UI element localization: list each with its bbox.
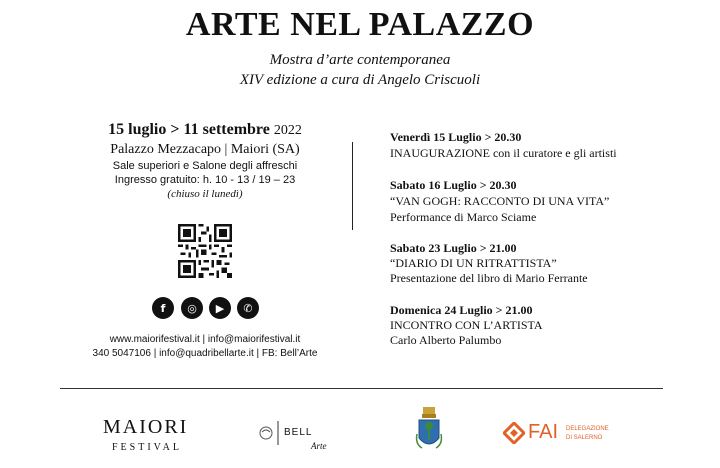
fai-logo-icon <box>503 422 525 444</box>
qr-code[interactable] <box>178 224 232 278</box>
rooms: Sale superiori e Salone degli affreschi <box>112 160 298 172</box>
event-line: Performance di Marco Sciame <box>390 210 537 224</box>
event-title: Sabato 16 Luglio > 20.30 <box>390 178 517 192</box>
event-title: Sabato 23 Luglio > 21.00 <box>390 241 517 255</box>
event-line: “VAN GOGH: RACCONTO DI UNA VITA” <box>390 194 610 208</box>
event-title: Domenica 24 Luglio > 21.00 <box>390 303 533 317</box>
subtitle-edition: XIV edizione a cura di Angelo Criscuoli <box>239 72 481 88</box>
contact-web[interactable]: www.maiorifestival.it | info@maiorifestival.it <box>109 334 301 345</box>
whatsapp-icon[interactable]: ✆ <box>237 297 259 319</box>
event-line: Presentazione del libro di Mario Ferrante <box>390 271 588 285</box>
venue: Palazzo Mezzacapo | Maiori (SA) <box>110 142 300 157</box>
facebook-icon[interactable]: f <box>152 297 174 319</box>
fai-delegation-city: DI SALERNO <box>566 435 603 441</box>
event-line: Carlo Alberto Palumbo <box>390 333 502 347</box>
fai-delegation-label: DELEGAZIONE <box>566 426 609 432</box>
event-title: Venerdì 15 Luglio > 20.30 <box>390 130 522 144</box>
event-line: INCONTRO CON L’ARTISTA <box>390 318 543 332</box>
closed-day: (chiuso il lunedì) <box>167 188 243 200</box>
bellarte-logo-text: BELL <box>284 427 313 438</box>
fai-logo-text: FAI <box>528 421 559 443</box>
event-line: “DIARIO DI UN RITRATTISTA” <box>390 256 557 270</box>
exhibition-year: 2022 <box>273 123 302 138</box>
column-divider <box>352 142 353 230</box>
bellarte-logo-icon <box>256 418 282 448</box>
youtube-icon[interactable]: ▶ <box>209 297 231 319</box>
exhibition-dates <box>60 121 350 139</box>
bellarte-logo-arte: Arte <box>311 441 327 451</box>
instagram-icon[interactable]: ◎ <box>181 297 203 319</box>
maiori-festival-logo: MAIORI <box>103 416 189 438</box>
contact-phone[interactable]: 340 5047106 | info@quadribellarte.it | FB: Bell’Arte <box>92 348 318 359</box>
footer-divider <box>60 388 663 389</box>
coat-of-arms-icon <box>414 406 444 454</box>
date-range: 15 luglio > 11 settembre <box>108 121 270 138</box>
event-line: INAUGURAZIONE con il curatore e gli artisti <box>390 146 617 160</box>
maiori-festival-subtitle: FESTIVAL <box>112 442 182 453</box>
subtitle-exhibition: Mostra d’arte contemporanea <box>269 52 451 68</box>
opening-hours: Ingresso gratuito: h. 10 - 13 / 19 – 23 <box>114 174 296 186</box>
page-title: ARTE NEL PALAZZO <box>185 6 535 43</box>
